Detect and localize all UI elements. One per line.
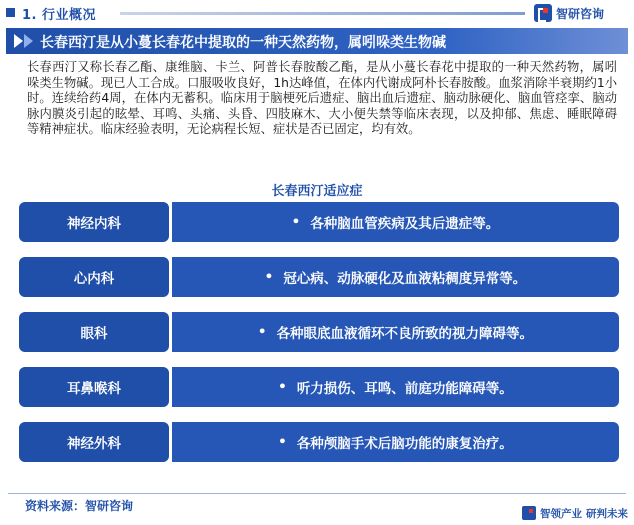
top-header bbox=[0, 0, 634, 26]
brand bbox=[534, 4, 604, 22]
brand-logo-icon bbox=[534, 4, 552, 22]
indication-cell bbox=[172, 312, 619, 352]
indication-text: 各种颅脑手术后脑功能的康复治疗。 bbox=[296, 436, 513, 452]
intro-paragraph: 长春西汀又称长春乙酯、康维脑、卡兰、阿普长春胺酸乙酯，是从小蔓长春花中提取的一种天然药物，属吲哚类生物碱。现已人工合成。口服吸收良好，1h达峰值，在体内代谢成阿朴长春胺酸。血浆消除半衰期约1小时。连续给药4周，在体内无蓄积。临床用于脑梗死后遗症、脑出血后遗症、脑动脉硬化、脑血管痉挛、脑动脉内膜炎引起的眩晕、耳鸣、头痛、头昏、四肢麻木、大小便失禁等临床表现，以及抑郁、焦虑、睡眠障碍等精神症状。临床经验表明，无论病程长短、症状是否已固定，均有效。 bbox=[27, 60, 617, 137]
department-label: 耳鼻喉科 bbox=[19, 367, 169, 407]
indication-row bbox=[19, 367, 619, 407]
footer-slogan-2: 研判未来 bbox=[586, 507, 628, 520]
indication-cell bbox=[172, 422, 619, 462]
footer-logo-icon bbox=[522, 506, 536, 520]
footer-brand bbox=[522, 504, 628, 522]
bullet-icon: • bbox=[278, 434, 287, 450]
footer-slogan-1: 智领产业 bbox=[540, 507, 582, 520]
source-note: 资料来源：智研咨询 bbox=[25, 499, 134, 513]
table-title: 长春西汀适应症 bbox=[271, 184, 363, 199]
brand-name: 智研咨询 bbox=[556, 6, 605, 21]
indication-row bbox=[19, 257, 619, 297]
indication-row bbox=[19, 202, 619, 242]
bullet-icon: • bbox=[291, 214, 301, 230]
header-divider bbox=[120, 12, 525, 15]
indication-cell bbox=[172, 257, 619, 297]
title-banner bbox=[6, 28, 628, 54]
indication-text: 各种脑血管疾病及其后遗症等。 bbox=[310, 216, 500, 232]
banner-title: 长春西汀是从小蔓长春花中提取的一种天然药物，属吲哚类生物碱 bbox=[40, 35, 446, 51]
section-title: 1. 行业概况 bbox=[22, 8, 97, 23]
indication-row bbox=[19, 422, 619, 462]
indication-row bbox=[19, 312, 619, 352]
bullet-icon: • bbox=[257, 324, 267, 340]
bullet-icon: • bbox=[264, 269, 274, 285]
section-marker-icon bbox=[6, 8, 15, 17]
department-label: 眼科 bbox=[19, 312, 169, 352]
department-label: 神经外科 bbox=[19, 422, 169, 462]
indication-text: 听力损伤、耳鸣、前庭功能障碍等。 bbox=[296, 381, 513, 397]
department-label: 神经内科 bbox=[19, 202, 169, 242]
indication-cell bbox=[172, 367, 619, 407]
chevron-right-icon-secondary bbox=[24, 34, 33, 48]
chevron-right-icon bbox=[14, 34, 23, 48]
department-label: 心内科 bbox=[19, 257, 169, 297]
bullet-icon: • bbox=[278, 379, 287, 395]
indication-text: 各种眼底血液循环不良所致的视力障碍等。 bbox=[276, 326, 534, 342]
indication-text: 冠心病、动脉硬化及血液粘稠度异常等。 bbox=[283, 271, 527, 287]
indication-cell bbox=[172, 202, 619, 242]
footer-divider bbox=[8, 493, 626, 494]
